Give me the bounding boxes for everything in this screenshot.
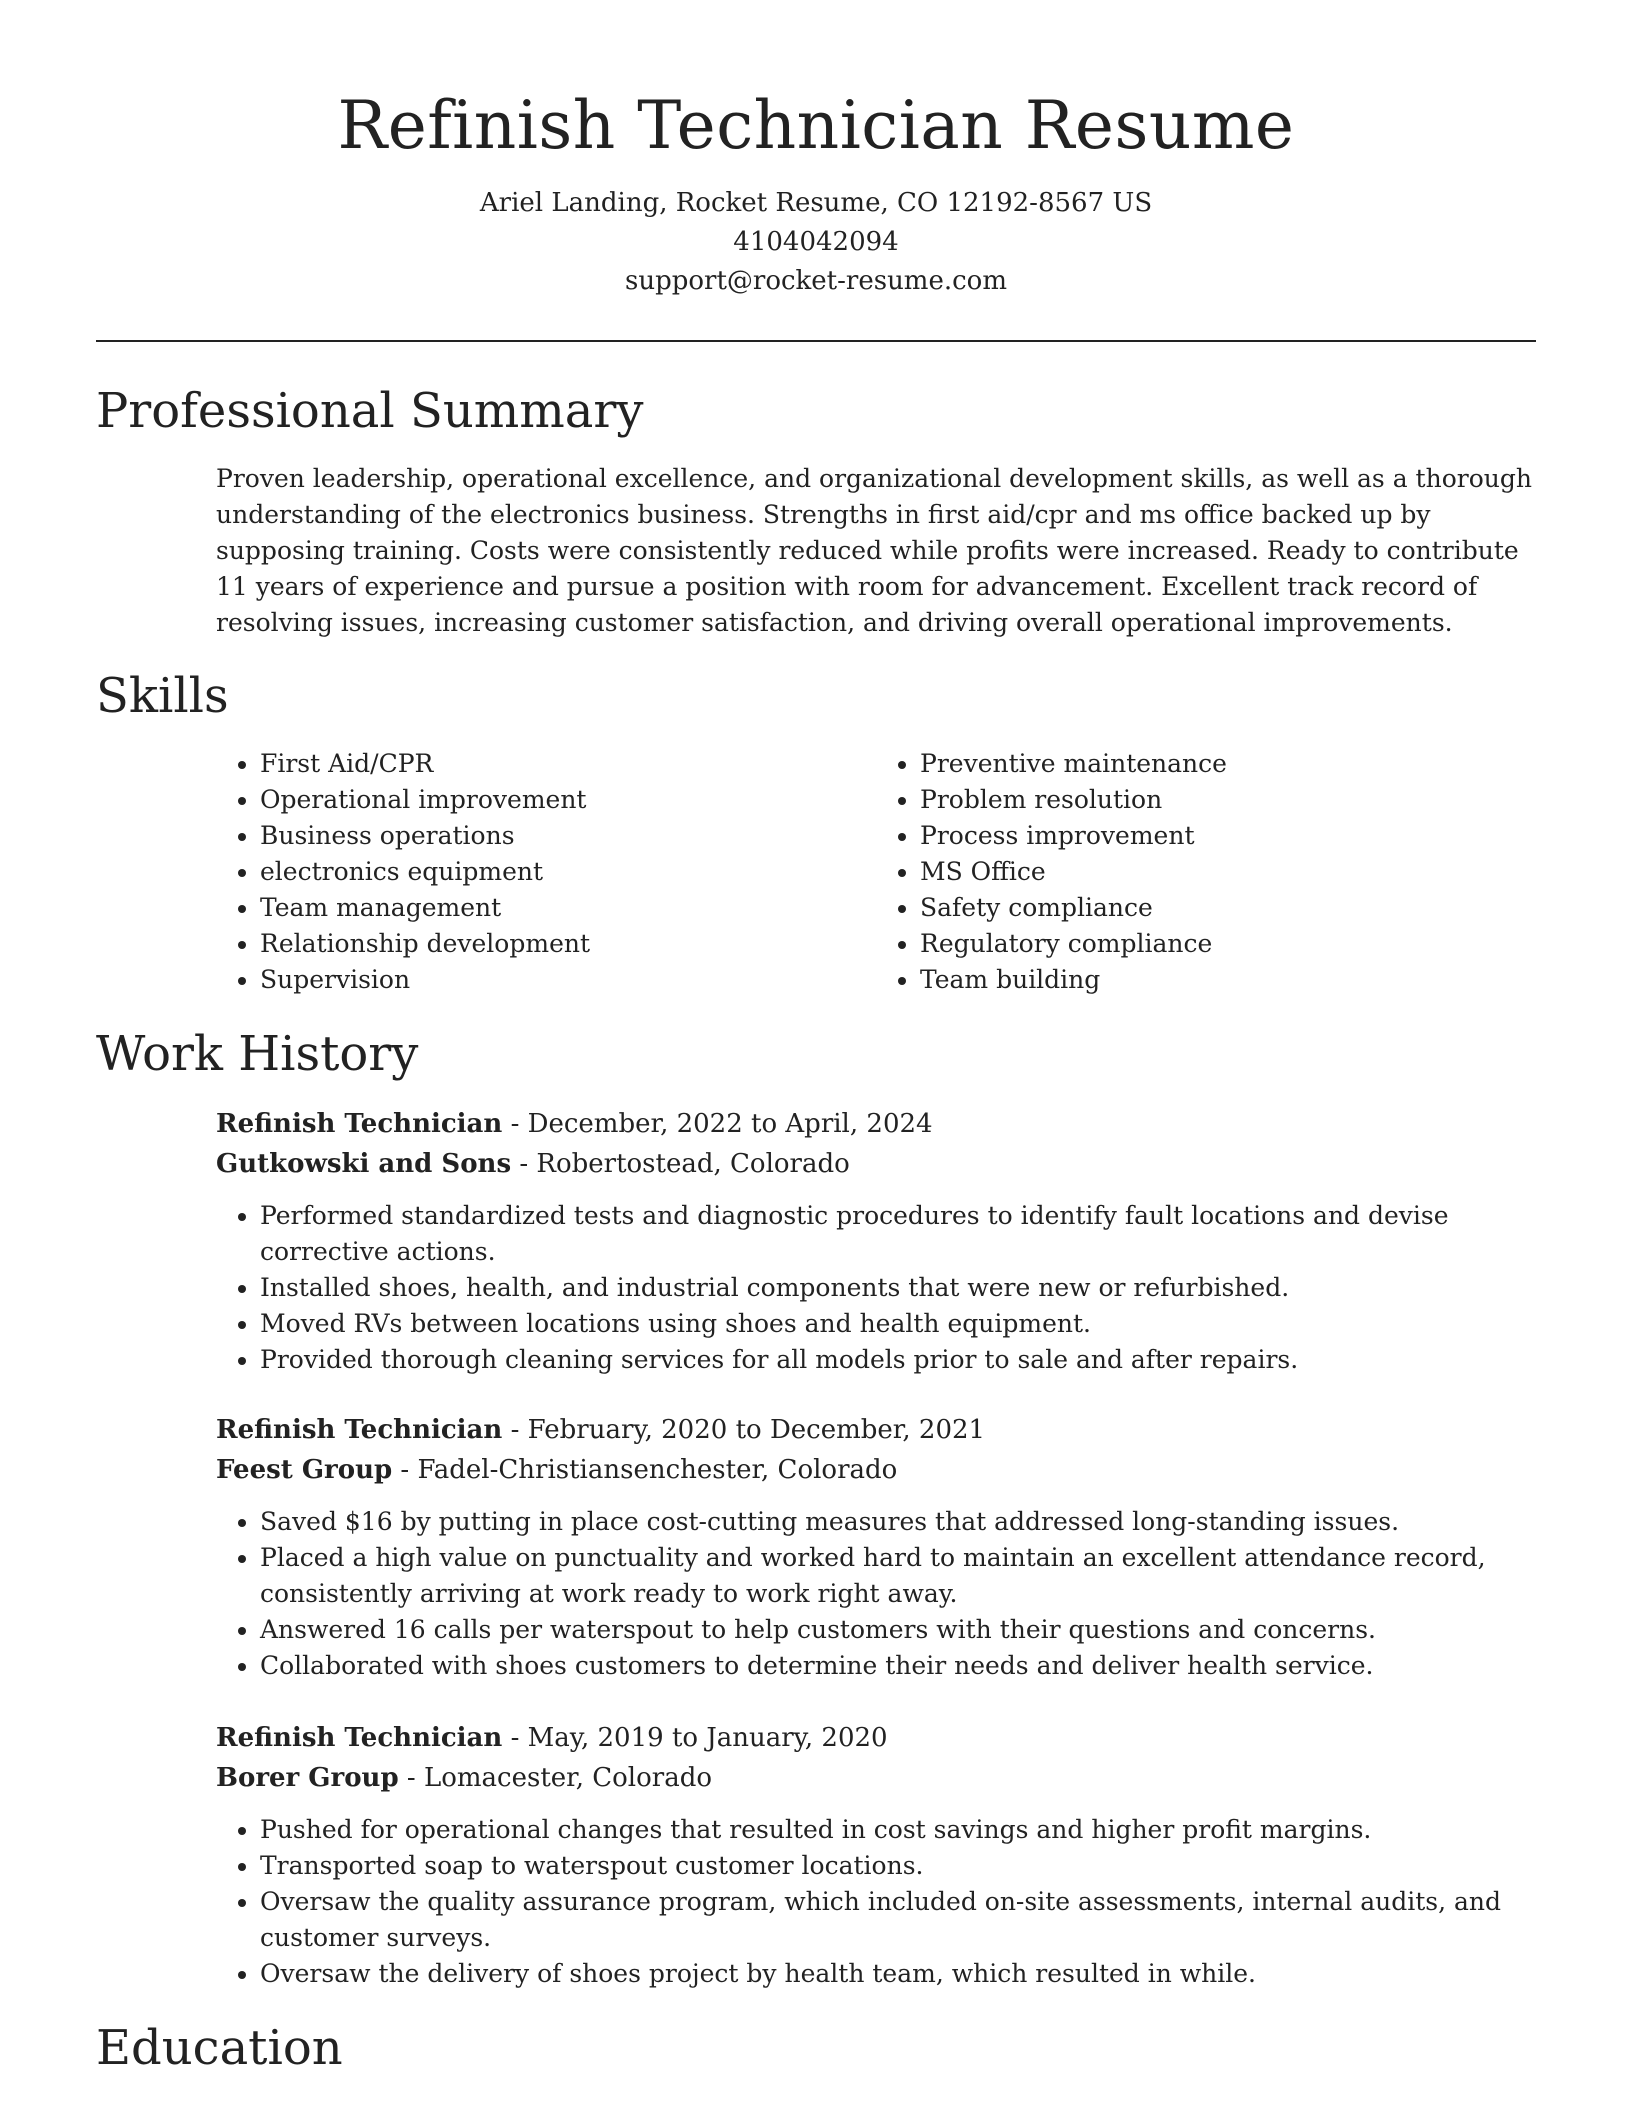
skills-block [216,746,1536,998]
job-bullet: • Moved RVs between locations using shoes and health equipment. [260,1306,1536,1342]
job-bullet: • Performed standardized tests and diagnostic procedures to identify fault locations and devise corrective actions. [260,1198,1536,1270]
skill-item: • Team building [920,962,1536,998]
resume-header [0,0,1632,301]
job-company-line [216,1144,1536,1184]
section-title-summary: Professional Summary [96,383,644,439]
skill-item: • Preventive maintenance [920,746,1536,782]
skill-item: • Safety compliance [920,890,1536,926]
skill-item: • Problem resolution [920,782,1536,818]
skill-item: • Relationship development [260,926,876,962]
job-title-line [216,1718,1536,1758]
job-company-line [216,1450,1536,1490]
job-location: - Fadel-Christiansenchester, Colorado [392,1455,898,1485]
summary-text: Proven leadership, operational excellence, and organizational development skills, as well as a thorough understanding of the electronics business. Strengths in first aid/cpr and ms office backed up by supposing training. Costs were consistently reduced while profits were increased. Ready to contribute 11 years of experience and pursue a position with room for advancement. Excellent track record of resolving issues, increasing customer satisfaction, and driving overall operational improvements. [216,464,1532,637]
job-dates: - December, 2022 to April, 2024 [502,1109,933,1139]
skills-list-right [876,746,1536,998]
skill-item: • Business operations [260,818,876,854]
job-bullet: • Oversaw the delivery of shoes project by health team, which resulted in while. [260,1956,1536,1992]
job-bullets [216,1504,1536,1684]
skill-item: • MS Office [920,854,1536,890]
job-role: Refinish Technician [216,1415,503,1445]
resume-title: Refinish Technician Resume [337,87,1295,164]
job-title-line [216,1104,1536,1144]
job-bullet: • Transported soap to waterspout customer locations. [260,1848,1536,1884]
job-bullet: • Answered 16 calls per waterspout to help customers with their questions and concerns. [260,1612,1536,1648]
job-location: - Lomacester, Colorado [398,1763,712,1793]
skill-item: • Process improvement [920,818,1536,854]
job-role: Refinish Technician [216,1109,503,1139]
job-bullet: • Collaborated with shoes customers to determine their needs and deliver health service. [260,1648,1536,1684]
skill-item: • Regulatory compliance [920,926,1536,962]
job-bullet: • Provided thorough cleaning services for all models prior to sale and after repairs. [260,1342,1536,1378]
section-title-education: Education [96,2020,343,2076]
job-bullet: • Pushed for operational changes that resulted in cost savings and higher profit margins. [260,1812,1536,1848]
header-divider [96,340,1536,342]
skills-list-left [216,746,876,998]
phone: 4104042094 [733,227,899,257]
contact-info [0,184,1632,301]
job-company: Borer Group [216,1763,399,1793]
email: support@rocket-resume.com [624,266,1007,296]
job-bullet: • Installed shoes, health, and industrial components that were new or refurbished. [260,1270,1536,1306]
job-bullets [216,1198,1536,1378]
job-company-line [216,1758,1536,1798]
job-company: Feest Group [216,1455,393,1485]
job-entry [216,1718,1536,1992]
job-bullet: • Oversaw the quality assurance program, which included on-site assessments, internal audits, and customer surveys. [260,1884,1536,1956]
section-title-skills: Skills [96,668,229,724]
job-bullet: • Placed a high value on punctuality and worked hard to maintain an excellent attendance record, consistently arriving at work ready to work right away. [260,1540,1536,1612]
skill-item: • First Aid/CPR [260,746,876,782]
job-entry [216,1104,1536,1378]
address: Ariel Landing, Rocket Resume, CO 12192-8567 US [479,188,1153,218]
job-location: - Robertostead, Colorado [511,1149,850,1179]
job-bullet: • Saved $16 by putting in place cost-cutting measures that addressed long-standing issues. [260,1504,1536,1540]
job-role: Refinish Technician [216,1723,503,1753]
job-dates: - February, 2020 to December, 2021 [502,1415,986,1445]
skill-item: • Operational improvement [260,782,876,818]
job-entry [216,1410,1536,1684]
section-title-work: Work History [96,1026,419,1082]
summary-block [216,461,1536,641]
job-title-line [216,1410,1536,1450]
job-dates: - May, 2019 to January, 2020 [502,1723,888,1753]
skill-item: • Supervision [260,962,876,998]
skill-item: • electronics equipment [260,854,876,890]
skill-item: • Team management [260,890,876,926]
job-bullets [216,1812,1536,1992]
job-company: Gutkowski and Sons [216,1149,512,1179]
